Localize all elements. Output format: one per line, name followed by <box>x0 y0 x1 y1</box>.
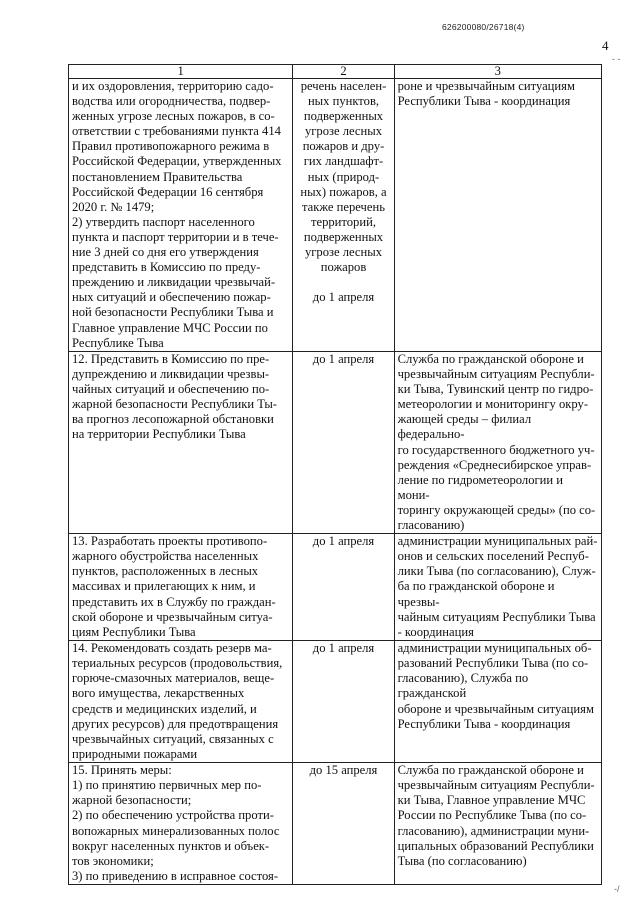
deadline-text: до 15 апреля <box>309 763 378 778</box>
responsible-cell <box>394 79 601 352</box>
responsible-text: роне и чрезвычайным ситуациям Республики Тыва - координация <box>397 79 575 109</box>
table-row <box>69 763 602 885</box>
tasks-table <box>68 64 602 885</box>
responsible-text: Служба по гражданской обороне и чрезвычайным ситуациям Республи- ки Тыва, Главное управление МЧС России по Республике Тыва (по со- гласованию), администрации муни- ципальных образований Республики Тыва (по согласованию) <box>397 763 595 868</box>
responsible-text: Служба по гражданской обороне и чрезвычайным ситуациям Республи- ки Тыва, Тувинский центр по гидро- метеорологии и мониторингу окру- жающей среды – филиал федерально- го государственного бюджетного уч- реждения «Среднесибирское управ- ление по гидрометеорологии и мони- торингу окружающей среды» (по со- гласованию) <box>397 352 596 533</box>
deadline-cell <box>293 534 394 641</box>
task-text: 13. Разработать проекты противопо- жарного обустройства населенных пунктов, расположенных в лесных массивах и прилегающих к ним, и представить их в Службу по граждан- ской обороне и чрезвычайным ситуа- циям Республики Тыва <box>72 534 276 639</box>
deadline-text: до 1 апреля <box>312 534 375 549</box>
task-cell <box>69 79 293 352</box>
responsible-cell <box>394 352 601 534</box>
responsible-cell <box>394 763 601 885</box>
document-id: 626200080/26718(4) <box>442 22 525 32</box>
deadline-cell <box>293 352 394 534</box>
table-row <box>69 641 602 763</box>
responsible-cell <box>394 641 601 763</box>
task-text: и их оздоровления, территорию садо- водства или огородничества, подвер- женных угрозе лесных пожаров, в со- ответствии с требованиями пункта 414 Правил противопожарного режима в Российской Федерации, утвержденных постановлением Правительства Российской Федерации 16 сентября 2020 г. № 1479; 2) утвердить паспорт населенного пункта и паспорт территории и в тече- ние 3 дней со дня его утверждения представить в Комиссию по преду- преждению и ликвидации чрезвычай- ных ситуаций и обеспечению пожар- ной безопасности Республики Тыва и Главное управление МЧС России по Республике Тыва <box>72 79 282 350</box>
task-cell <box>69 352 293 534</box>
responsible-text: администрации муниципальных об- разований Республики Тыва (по со- гласованию), Служба по гражданской обороне и чрезвычайным ситуациям Республики Тыва - координация <box>397 641 594 731</box>
task-cell <box>69 534 293 641</box>
margin-mark: - - <box>612 54 621 64</box>
page-number: 4 <box>602 38 609 53</box>
deadline-text: речень населен- ных пунктов, подверженных угрозе лесных пожаров и дру- гих ландшафт- ных (природ- ных) пожаров, а также перечень территорий, подверженных угрозе лесных пожаров <box>300 79 387 275</box>
task-text: 14. Рекомендовать создать резерв ма- териальных ресурсов (продовольствия, горюче-смазочных материалов, веще- вого имущества, лекарственных средств и медицинских изделий, и других ресурсов) для предотвращения чрезвычайных ситуаций, связанных с природными пожарами <box>72 641 283 761</box>
table-header-row <box>69 65 602 79</box>
deadline-cell <box>293 79 394 352</box>
task-text: 15. Принять меры: 1) по принятию первичных мер по- жарной безопасности; 2) по обеспечению устройства проти- вопожарных минерализованных полос вокруг населенных пунктов и объек- тов экономики; 3) по приведению в исправное состоя- <box>72 763 280 883</box>
task-text: 12. Представить в Комиссию по пре- дупреждению и ликвидации чрезвы- чайных ситуаций и обеспечению по- жарной безопасности Республики Ты- ва прогноз лесопожарной обстановки на территории Республики Тыва <box>72 352 277 442</box>
column-header-1: 1 <box>69 65 293 79</box>
task-cell <box>69 641 293 763</box>
column-header-3: 3 <box>394 65 601 79</box>
deadline-text: до 1 апреля <box>312 641 375 656</box>
column-header-2: 2 <box>293 65 394 79</box>
responsible-text: администрации муниципальных рай- онов и сельских поселений Респуб- лики Тыва (по согласованию), Служ- ба по гражданской обороне и чрезвы- чайным ситуациям Республики Тыва - координация <box>397 534 598 639</box>
corner-mark: -/ <box>614 884 620 894</box>
table-row <box>69 352 602 534</box>
table-row <box>69 79 602 352</box>
deadline-text: до 1 апреля <box>312 352 375 366</box>
responsible-cell <box>394 534 601 641</box>
table-row <box>69 534 602 641</box>
deadline-date: до 1 апреля <box>312 290 375 305</box>
task-cell <box>69 763 293 885</box>
deadline-cell <box>293 763 394 885</box>
deadline-cell <box>293 641 394 763</box>
